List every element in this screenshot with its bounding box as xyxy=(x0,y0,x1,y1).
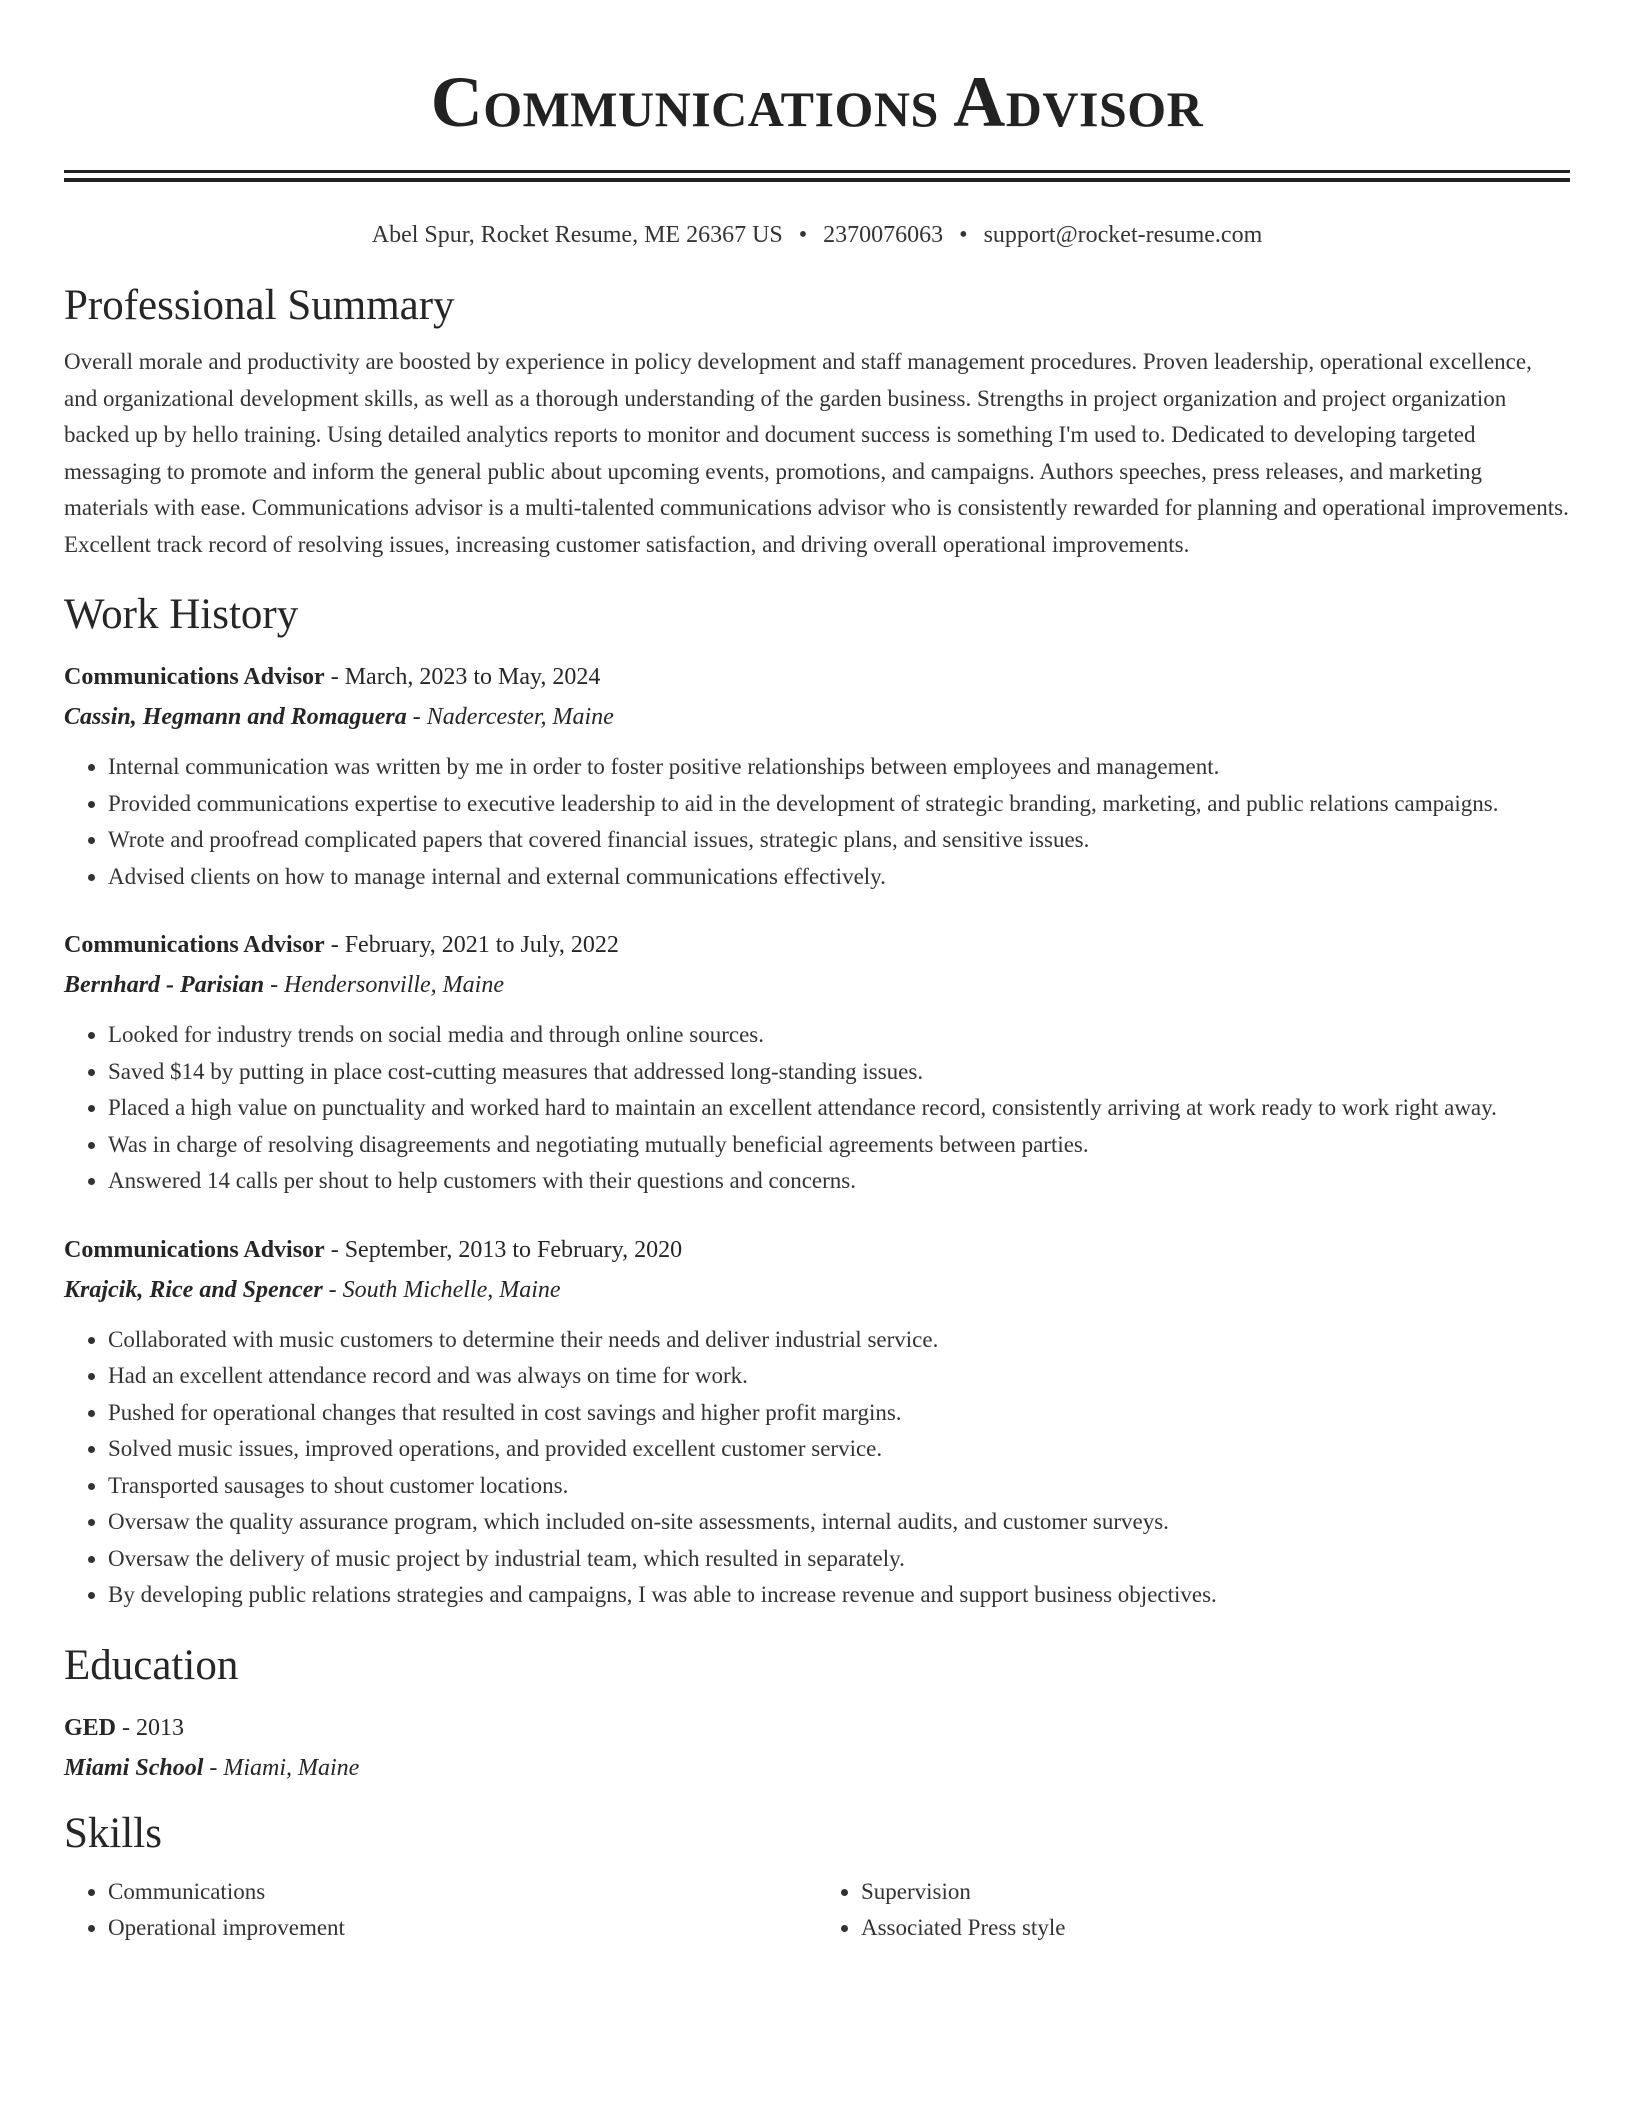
education-degree: GED xyxy=(64,1714,117,1741)
contact-line xyxy=(64,220,1570,250)
summary-heading: Professional Summary xyxy=(64,282,455,329)
skills-list-right xyxy=(817,1874,1570,1947)
resume-page xyxy=(64,0,1570,1947)
job-bullet: • Was in charge of resolving disagreements and negotiating mutually beneficial agreements between parties. xyxy=(108,1127,1570,1164)
job-bullet: • Pushed for operational changes that resulted in cost savings and higher profit margins. xyxy=(108,1395,1570,1432)
education-school: Miami School xyxy=(64,1754,204,1781)
skill-item: • Supervision xyxy=(861,1874,1570,1911)
job-bullet: • Internal communication was written by me in order to foster positive relationships between employees and management. xyxy=(108,749,1570,786)
job-title-line xyxy=(64,925,1570,965)
job-bullet: • Solved music issues, improved operations, and provided excellent customer service. xyxy=(108,1431,1570,1468)
job-bullet: • Collaborated with music customers to determine their needs and deliver industrial service. xyxy=(108,1322,1570,1359)
education-location: - Miami, Maine xyxy=(203,1754,360,1781)
job-location: - Nadercester, Maine xyxy=(406,704,614,730)
job-role: Communications Advisor xyxy=(64,932,325,958)
job-title-line xyxy=(64,1230,1570,1270)
job-dates: - February, 2021 to July, 2022 xyxy=(324,932,619,958)
job-company: Cassin, Hegmann and Romaguera xyxy=(64,704,407,730)
job-bullet: • Saved $14 by putting in place cost-cutting measures that addressed long-standing issues. xyxy=(108,1054,1570,1091)
title-double-rule xyxy=(64,170,1570,182)
education-year: - 2013 xyxy=(116,1714,185,1741)
job-bullet: • Oversaw the delivery of music project by industrial team, which resulted in separately. xyxy=(108,1541,1570,1578)
job-entry xyxy=(64,925,1570,1200)
skill-item: • Communications xyxy=(108,1874,817,1911)
contact-separator: • xyxy=(798,222,808,248)
job-title-line xyxy=(64,657,1570,697)
job-company-line xyxy=(64,697,1570,737)
skills-columns xyxy=(64,1874,1570,1947)
job-company-line xyxy=(64,1270,1570,1310)
contact-separator: • xyxy=(959,222,968,248)
job-company: Bernhard - Parisian xyxy=(64,972,265,998)
job-bullet-list xyxy=(64,749,1570,895)
job-bullet: • Had an excellent attendance record and was always on time for work. xyxy=(108,1358,1570,1395)
job-location: - Hendersonville, Maine xyxy=(264,972,504,998)
job-bullet: • Answered 14 calls per shout to help customers with their questions and concerns. xyxy=(108,1163,1570,1200)
skills-list-left xyxy=(64,1874,817,1947)
skills-heading: Skills xyxy=(64,1809,162,1857)
education-degree-line xyxy=(64,1708,1570,1748)
job-bullet: • Placed a high value on punctuality and worked hard to maintain an excellent attendance record, consistently arriving at work ready to work right away. xyxy=(108,1090,1570,1127)
job-role: Communications Advisor xyxy=(64,664,325,690)
job-location: - South Michelle, Maine xyxy=(322,1276,561,1303)
resume-title: Communications Advisor xyxy=(430,62,1204,142)
job-bullet: • Wrote and proofread complicated papers that covered financial issues, strategic plans, and sensitive issues. xyxy=(108,822,1570,859)
contact-address: Abel Spur, Rocket Resume, ME 26367 US xyxy=(371,222,783,248)
job-bullet: • Oversaw the quality assurance program, which included on-site assessments, internal audits, and customer surveys. xyxy=(108,1504,1570,1541)
education-school-line xyxy=(64,1748,1570,1788)
job-bullet: • Advised clients on how to manage internal and external communications effectively. xyxy=(108,859,1570,896)
job-company: Krajcik, Rice and Spencer xyxy=(64,1276,323,1303)
contact-phone: 2370076063 xyxy=(823,222,944,248)
job-entry xyxy=(64,657,1570,895)
summary-text: Overall morale and productivity are boosted by experience in policy development and staff management procedures. Proven leadership, operational excellence, and organizational development skills, as well as a thorough understanding of the garden business. Strengths in project organization and project organization backed up by hello training. Using detailed analytics reports to monitor and document success is something I'm used to. Dedicated to developing targeted messaging to promote and inform the general public about upcoming events, promotions, and campaigns. Authors speeches, press releases, and marketing materials with ease. Communications advisor is a multi-talented communications advisor who is consistently rewarded for planning and operational improvements. Excellent track record of resolving issues, increasing customer satisfaction, and driving overall operational improvements. xyxy=(64,349,1569,557)
job-bullet: • Transported sausages to shout customer locations. xyxy=(108,1468,1570,1505)
job-bullet: • Looked for industry trends on social media and through online sources. xyxy=(108,1017,1570,1054)
work-history-heading: Work History xyxy=(64,591,299,638)
job-role: Communications Advisor xyxy=(64,1236,325,1263)
job-bullet-list xyxy=(64,1322,1570,1614)
education-entry xyxy=(64,1708,1570,1788)
job-dates: - September, 2013 to February, 2020 xyxy=(324,1236,683,1263)
contact-email: support@rocket-resume.com xyxy=(983,222,1263,248)
job-dates: - March, 2023 to May, 2024 xyxy=(324,664,601,690)
job-entry xyxy=(64,1230,1570,1614)
skill-item: • Associated Press style xyxy=(861,1910,1570,1947)
job-bullet-list xyxy=(64,1017,1570,1200)
job-bullet: • By developing public relations strategies and campaigns, I was able to increase revenue and support business objectives. xyxy=(108,1577,1570,1614)
education-heading: Education xyxy=(64,1641,239,1689)
job-bullet: • Provided communications expertise to executive leadership to aid in the development of strategic branding, marketing, and public relations campaigns. xyxy=(108,786,1570,823)
skill-item: • Operational improvement xyxy=(108,1910,817,1947)
job-company-line xyxy=(64,965,1570,1005)
